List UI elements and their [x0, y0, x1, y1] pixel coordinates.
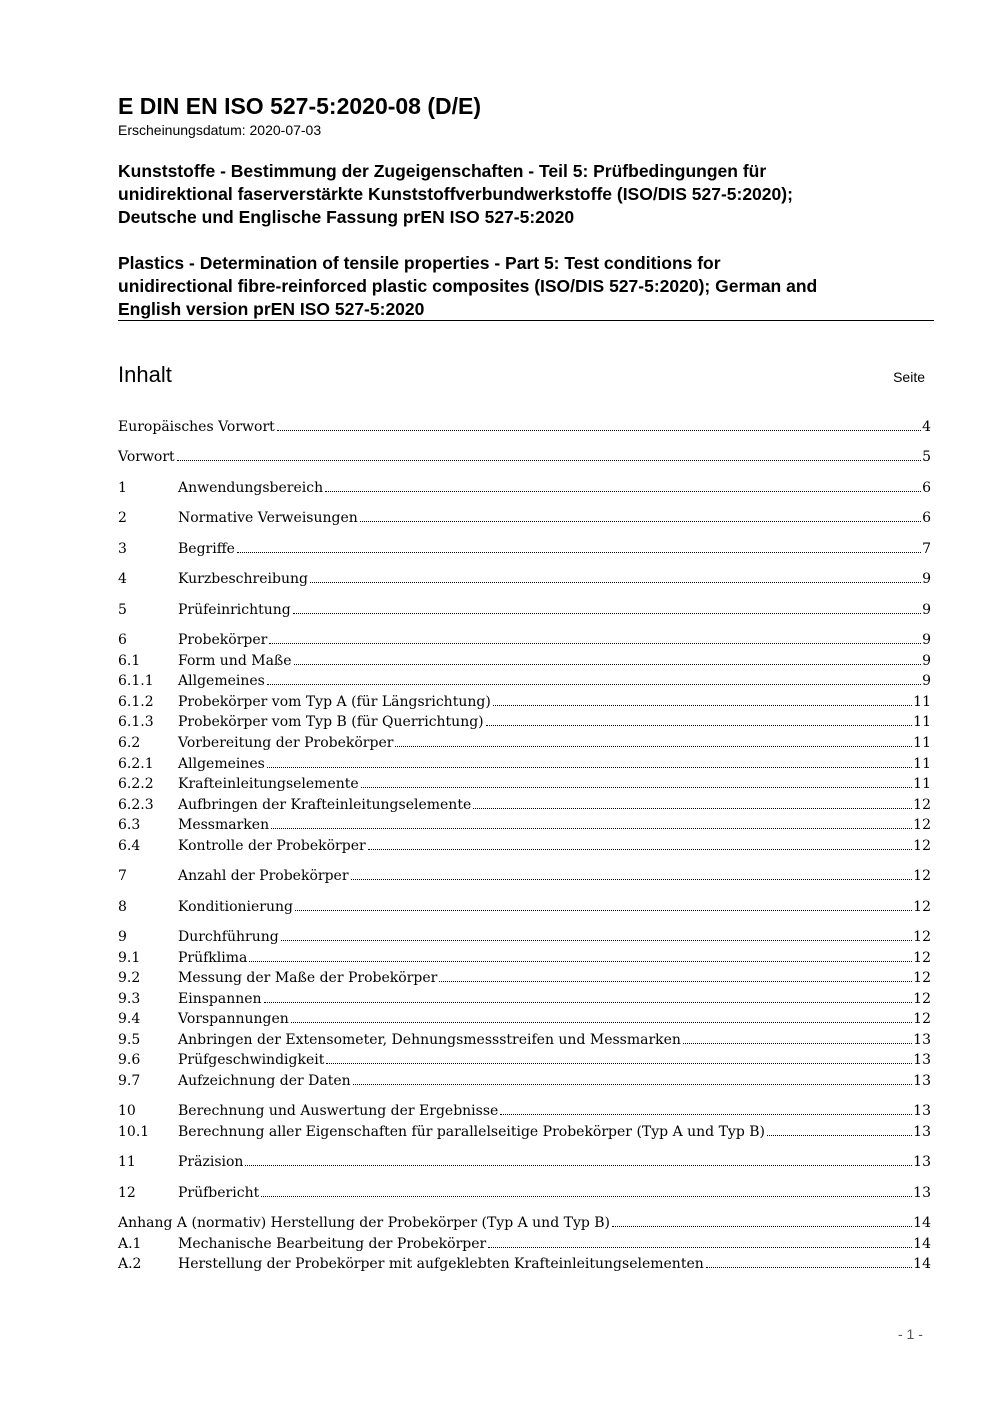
toc-entry-page: 11 [913, 714, 931, 730]
toc-entry-title: Anwendungsbereich [178, 480, 324, 496]
toc-entry-number: 12 [118, 1185, 136, 1201]
toc-entry-page: 4 [922, 419, 931, 435]
toc-entry-title: Prüfbericht [178, 1185, 260, 1201]
toc-entry-number: 6.1.1 [118, 673, 154, 689]
toc-entry[interactable] [118, 733, 931, 753]
toc-dot-leader [310, 569, 921, 583]
toc-dot-leader [473, 795, 912, 809]
toc-entry-title: Normative Verweisungen [178, 510, 358, 526]
toc-entry[interactable] [118, 651, 931, 671]
toc-entry-title: Durchführung [178, 929, 279, 945]
toc-dot-leader [249, 948, 912, 962]
toc-entry[interactable] [118, 712, 931, 732]
toc-entry[interactable] [118, 1071, 931, 1091]
toc-entry-number: 9.3 [118, 991, 141, 1007]
toc-entry-page: 12 [913, 1011, 931, 1027]
toc-entry-page: 12 [913, 950, 931, 966]
toc-entry-page: 12 [913, 929, 931, 945]
toc-entry[interactable] [118, 927, 931, 947]
toc-page-column-label: Seite [893, 369, 925, 385]
toc-entry-number: 7 [118, 868, 127, 884]
toc-entry[interactable] [118, 1234, 931, 1254]
toc-entry[interactable] [118, 897, 931, 917]
toc-dot-leader [326, 1050, 912, 1064]
title-german-line: Deutsche und Englische Fassung prEN ISO 527-5:2020 [118, 207, 575, 227]
toc-entry[interactable] [118, 968, 931, 988]
toc-entry-page: 9 [922, 632, 931, 648]
toc-entry-title: Vorspannungen [178, 1011, 289, 1027]
toc-entry-page: 11 [913, 694, 931, 710]
toc-dot-leader [353, 1071, 913, 1085]
title-english-line: Plastics - Determination of tensile properties - Part 5: Test conditions for [118, 253, 721, 273]
toc-entry[interactable] [118, 508, 931, 528]
toc-entry-page: 14 [913, 1256, 931, 1272]
toc-dot-leader [395, 733, 912, 747]
toc-entry-title: Europäisches Vorwort [118, 419, 275, 435]
toc-entry-page: 13 [913, 1032, 931, 1048]
toc-entry-title: Kontrolle der Probekörper [178, 838, 366, 854]
toc-entry-title: Prüfgeschwindigkeit [178, 1052, 325, 1068]
toc-entry-page: 11 [913, 756, 931, 772]
title-german [118, 160, 938, 229]
toc-entry-title: Berechnung und Auswertung der Ergebnisse [178, 1103, 499, 1119]
title-german-line: unidirektional faserverstärkte Kunststoffverbundwerkstoffe (ISO/DIS 527-5:2020); [118, 184, 793, 204]
toc-dot-leader [281, 927, 912, 941]
toc-entry-number: 9.7 [118, 1073, 141, 1089]
toc-dot-leader [325, 478, 921, 492]
toc-entry-page: 7 [922, 541, 931, 557]
toc-entry-number: 10.1 [118, 1124, 150, 1140]
toc-dot-leader [291, 1009, 912, 1023]
toc-entry-number: 6.1.2 [118, 694, 154, 710]
toc-entry-page: 9 [922, 602, 931, 618]
toc-dot-leader [269, 630, 921, 644]
toc-entry-number: 3 [118, 541, 127, 557]
toc-entry[interactable] [118, 815, 931, 835]
toc-dot-leader [295, 897, 912, 911]
toc-dot-leader [683, 1030, 912, 1044]
toc-entry-page: 12 [913, 838, 931, 854]
toc-dot-leader [706, 1254, 912, 1268]
toc-dot-leader [271, 815, 912, 829]
toc-dot-leader [360, 508, 921, 522]
toc-entry-number: 9.6 [118, 1052, 141, 1068]
toc-dot-leader [293, 600, 921, 614]
toc-entry-number: 6 [118, 632, 127, 648]
toc-entry-page: 5 [922, 449, 931, 465]
toc-entry-title: Aufzeichnung der Daten [178, 1073, 351, 1089]
toc-dot-leader [493, 692, 912, 706]
toc-entry-page: 9 [922, 673, 931, 689]
toc-entry-title: Begriffe [178, 541, 235, 557]
toc-entry-page: 12 [913, 899, 931, 915]
toc-entry-title: Form und Maße [178, 653, 292, 669]
toc-entry-number: 6.1.3 [118, 714, 154, 730]
document-designation: E DIN EN ISO 527-5:2020-08 (D/E) [118, 93, 482, 119]
toc-entry[interactable] [118, 569, 931, 589]
toc-entry-number: 6.2 [118, 735, 141, 751]
toc-entry-number: 9.2 [118, 970, 141, 986]
toc-entry-page: 12 [913, 970, 931, 986]
toc-entry-title: Messung der Maße der Probekörper [178, 970, 438, 986]
toc-entry[interactable] [118, 1050, 931, 1070]
toc-dot-leader [368, 836, 912, 850]
toc-entry-page: 14 [913, 1215, 931, 1231]
title-english [118, 252, 938, 321]
toc-dot-leader [294, 651, 922, 665]
toc-entry[interactable] [118, 478, 931, 498]
toc-entry-title: Berechnung aller Eigenschaften für parallelseitige Probekörper (Typ A und Typ B) [178, 1124, 765, 1140]
title-english-line: English version prEN ISO 527-5:2020 [118, 299, 425, 319]
toc-entry-number: 1 [118, 480, 127, 496]
toc-entry[interactable] [118, 630, 931, 650]
toc-entry-number: 4 [118, 571, 127, 587]
toc-entry-number: 9.1 [118, 950, 141, 966]
toc-entry-title: Allgemeines [178, 756, 265, 772]
toc-entry-page: 6 [922, 510, 931, 526]
toc-entry-number: 11 [118, 1154, 136, 1170]
toc-entry-number: 9.4 [118, 1011, 141, 1027]
toc-dot-leader [439, 968, 912, 982]
toc-entry-title: Vorbereitung der Probekörper [178, 735, 394, 751]
toc-entry[interactable] [118, 1183, 931, 1203]
toc-entry-page: 13 [913, 1103, 931, 1119]
toc-entry-page: 13 [913, 1154, 931, 1170]
toc-dot-leader [767, 1122, 912, 1136]
toc-entry[interactable] [118, 539, 931, 559]
toc-entry-title: Krafteinleitungselemente [178, 776, 359, 792]
toc-dot-leader [351, 866, 913, 880]
toc-entry-number: 9 [118, 929, 127, 945]
toc-dot-leader [488, 1234, 912, 1248]
toc-entry[interactable] [118, 692, 931, 712]
toc-entry-number: 6.1 [118, 653, 141, 669]
toc-entry-number: 10 [118, 1103, 136, 1119]
toc-entry[interactable] [118, 866, 931, 886]
toc-entry[interactable] [118, 671, 931, 691]
toc-dot-leader [237, 539, 921, 553]
toc-entry-page: 9 [922, 653, 931, 669]
toc-entry[interactable] [118, 1122, 931, 1142]
toc-entry-page: 13 [913, 1052, 931, 1068]
toc-entry[interactable] [118, 836, 931, 856]
toc-dot-leader [261, 1183, 912, 1197]
toc-entry-page: 9 [922, 571, 931, 587]
toc-entry-page: 13 [913, 1185, 931, 1201]
page-number: - 1 - [898, 1326, 923, 1342]
toc-entry-page: 12 [913, 868, 931, 884]
toc-entry-page: 12 [913, 817, 931, 833]
toc-entry-title: Konditionierung [178, 899, 293, 915]
toc-entry[interactable] [118, 417, 931, 437]
toc-entry-page: 14 [913, 1236, 931, 1252]
toc-entry-title: Anhang A (normativ) Herstellung der Probekörper (Typ A und Typ B) [118, 1215, 611, 1231]
toc-heading: Inhalt [118, 362, 172, 387]
toc-entry-page: 12 [913, 991, 931, 1007]
toc-entry-number: 6.4 [118, 838, 141, 854]
toc-entry-number: 5 [118, 602, 127, 618]
toc-entry-number: 6.3 [118, 817, 141, 833]
toc-entry-title: Kurzbeschreibung [178, 571, 308, 587]
toc-entry-number: 6.2.2 [118, 776, 154, 792]
toc-entry-number: A.1 [118, 1236, 142, 1252]
toc-entry[interactable] [118, 600, 931, 620]
toc-entry-number: 6.2.3 [118, 797, 154, 813]
toc-entry[interactable] [118, 1152, 931, 1172]
toc-entry-title: Vorwort [118, 449, 175, 465]
toc-entry-title: Prüfeinrichtung [178, 602, 291, 618]
toc-dot-leader [486, 712, 913, 726]
toc-entry-number: A.2 [118, 1256, 142, 1272]
toc-entry[interactable] [118, 1009, 931, 1029]
toc-dot-leader [264, 989, 913, 1003]
title-english-line: unidirectional fibre-reinforced plastic composites (ISO/DIS 527-5:2020); German and [118, 276, 818, 296]
toc-dot-leader [267, 754, 912, 768]
toc-entry-number: 9.5 [118, 1032, 141, 1048]
toc-entry-title: Einspannen [178, 991, 262, 1007]
toc-dot-leader [500, 1101, 912, 1115]
toc-entry-title: Präzision [178, 1154, 244, 1170]
toc-entry[interactable] [118, 989, 931, 1009]
toc-entry-number: 8 [118, 899, 127, 915]
toc-entry[interactable] [118, 1101, 931, 1121]
toc-entry-title: Probekörper vom Typ B (für Querrichtung) [178, 714, 484, 730]
toc-entry-page: 6 [922, 480, 931, 496]
toc-entry-title: Herstellung der Probekörper mit aufgeklebten Krafteinleitungselementen [178, 1256, 704, 1272]
toc-entry-title: Mechanische Bearbeitung der Probekörper [178, 1236, 487, 1252]
toc-entry[interactable] [118, 795, 931, 815]
publication-date: Erscheinungsdatum: 2020-07-03 [118, 122, 322, 138]
toc-entry[interactable] [118, 948, 931, 968]
toc-entry-title: Messmarken [178, 817, 270, 833]
toc-dot-leader [361, 774, 913, 788]
toc-entry-page: 11 [913, 735, 931, 751]
toc-entry-title: Anbringen der Extensometer, Dehnungsmessstreifen und Messmarken [178, 1032, 681, 1048]
toc-entry[interactable] [118, 1030, 931, 1050]
toc-dot-leader [245, 1152, 912, 1166]
toc-entry[interactable] [118, 1213, 931, 1233]
toc-entry-title: Prüfklima [178, 950, 248, 966]
toc-entry[interactable] [118, 774, 931, 794]
toc-entry-title: Anzahl der Probekörper [178, 868, 349, 884]
toc-entry[interactable] [118, 447, 931, 467]
toc-entry[interactable] [118, 754, 931, 774]
toc-entry-number: 2 [118, 510, 127, 526]
toc-entry-page: 13 [913, 1073, 931, 1089]
toc-dot-leader [612, 1213, 912, 1227]
toc-entry-page: 11 [913, 776, 931, 792]
toc-entry-title: Aufbringen der Krafteinleitungselemente [178, 797, 472, 813]
toc-entry-title: Probekörper vom Typ A (für Längsrichtung) [178, 694, 491, 710]
title-divider [118, 320, 934, 321]
toc-dot-leader [277, 417, 921, 431]
toc-entry-title: Probekörper [178, 632, 268, 648]
toc-entry-page: 13 [913, 1124, 931, 1140]
toc-dot-leader [267, 671, 921, 685]
toc-entry-page: 12 [913, 797, 931, 813]
toc-entry[interactable] [118, 1254, 931, 1274]
toc-entry-number: 6.2.1 [118, 756, 154, 772]
title-german-line: Kunststoffe - Bestimmung der Zugeigenschaften - Teil 5: Prüfbedingungen für [118, 161, 767, 181]
toc-dot-leader [177, 447, 921, 461]
toc-entry-title: Allgemeines [178, 673, 265, 689]
